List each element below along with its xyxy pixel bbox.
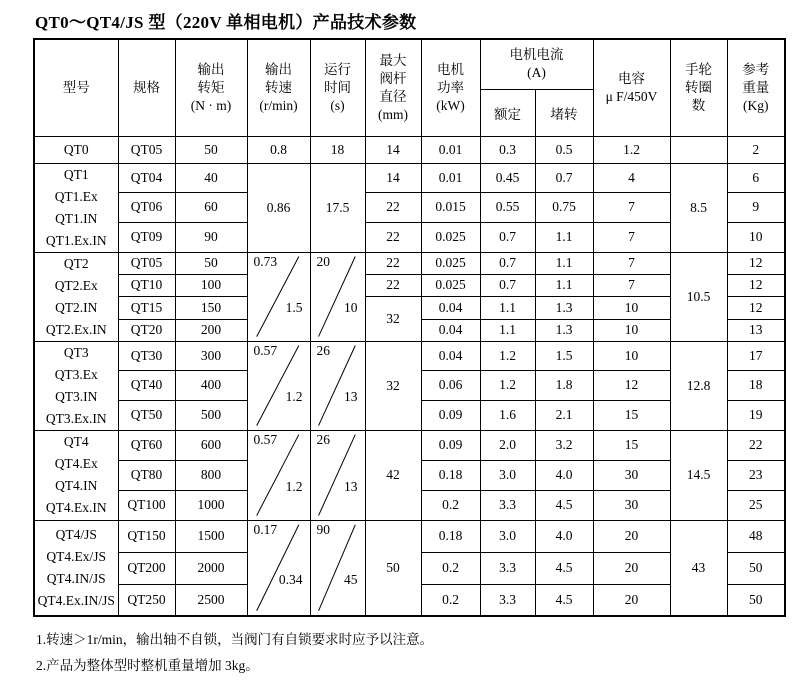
cell-spec: QT09 xyxy=(118,222,175,252)
cell-weight: 2 xyxy=(727,136,785,163)
cell-stall: 1.1 xyxy=(535,252,593,274)
header-row-1 xyxy=(34,39,785,89)
cell-diameter: 22 xyxy=(365,222,421,252)
cell-speed: 0.8 xyxy=(247,136,310,163)
header-torque: 输出 转矩 (N · m) xyxy=(175,39,247,136)
cell-stall: 3.2 xyxy=(535,430,593,460)
cell-power: 0.04 xyxy=(421,341,480,371)
page-title: QT0～QT4/JS 型（220V 单相电机）产品技术参数 xyxy=(35,13,417,32)
cell-weight: 18 xyxy=(727,371,785,401)
cell-power: 0.025 xyxy=(421,252,480,274)
cell-weight: 10 xyxy=(727,222,785,252)
cell-handwheel: 10.5 xyxy=(670,252,727,341)
cell-capacitor: 10 xyxy=(593,341,670,371)
cell-weight: 12 xyxy=(727,296,785,319)
cell-torque: 400 xyxy=(175,371,247,401)
cell-speed-bottom: 1.2 xyxy=(285,478,303,494)
cell-weight: 13 xyxy=(727,319,785,341)
cell-spec: QT15 xyxy=(118,296,175,319)
cell-capacitor: 20 xyxy=(593,584,670,616)
cell-speed-top: 0.57 xyxy=(253,431,278,447)
cell-capacitor: 7 xyxy=(593,252,670,274)
cell-time-top: 90 xyxy=(316,521,330,537)
cell-time xyxy=(310,341,365,430)
footnote-2: 2.产品为整体型时整机重量增加 3kg。 xyxy=(36,658,259,673)
cell-speed: 0.86 xyxy=(247,163,310,252)
table-row xyxy=(34,252,785,274)
cell-stall: 1.3 xyxy=(535,296,593,319)
cell-power: 0.04 xyxy=(421,319,480,341)
cell-power: 0.18 xyxy=(421,520,480,552)
cell-time xyxy=(310,430,365,520)
cell-time-bottom: 45 xyxy=(344,571,358,587)
cell-capacitor: 7 xyxy=(593,193,670,223)
cell-model: QT1 QT1.Ex QT1.IN QT1.Ex.IN xyxy=(34,163,118,252)
cell-rated: 0.3 xyxy=(480,136,535,163)
cell-torque: 1000 xyxy=(175,490,247,520)
cell-time-wrap xyxy=(311,342,365,430)
cell-power: 0.09 xyxy=(421,400,480,430)
cell-capacitor: 10 xyxy=(593,296,670,319)
header-model: 型号 xyxy=(34,39,118,136)
cell-time: 18 xyxy=(310,136,365,163)
cell-spec: QT04 xyxy=(118,163,175,193)
cell-speed-top: 0.73 xyxy=(253,253,278,269)
cell-model: QT2 QT2.Ex QT2.IN QT2.Ex.IN xyxy=(34,252,118,341)
cell-stall: 4.0 xyxy=(535,520,593,552)
cell-diameter: 42 xyxy=(365,430,421,520)
cell-capacitor: 1.2 xyxy=(593,136,670,163)
header-capacitor: 电容 μ F/450V xyxy=(593,39,670,136)
cell-rated: 0.45 xyxy=(480,163,535,193)
cell-spec: QT100 xyxy=(118,490,175,520)
cell-rated: 0.7 xyxy=(480,252,535,274)
cell-torque: 300 xyxy=(175,341,247,371)
cell-torque: 2500 xyxy=(175,584,247,616)
cell-speed xyxy=(247,252,310,341)
cell-torque: 90 xyxy=(175,222,247,252)
cell-time-top: 26 xyxy=(316,431,330,447)
cell-speed-bottom: 1.5 xyxy=(285,300,303,316)
cell-torque: 2000 xyxy=(175,552,247,584)
cell-speed-bottom: 1.2 xyxy=(285,389,303,405)
cell-model: QT0 xyxy=(34,136,118,163)
cell-weight: 9 xyxy=(727,193,785,223)
cell-rated: 2.0 xyxy=(480,430,535,460)
header-diameter: 最大 阀杆 直径 (mm) xyxy=(365,39,421,136)
cell-time-wrap xyxy=(311,253,365,341)
cell-spec: QT06 xyxy=(118,193,175,223)
table-row xyxy=(34,430,785,460)
cell-torque: 150 xyxy=(175,296,247,319)
cell-torque: 100 xyxy=(175,274,247,296)
cell-diameter: 32 xyxy=(365,296,421,341)
cell-speed xyxy=(247,520,310,616)
header-stall: 堵转 xyxy=(535,89,593,136)
cell-rated: 0.55 xyxy=(480,193,535,223)
footnotes xyxy=(36,627,433,679)
cell-stall: 0.75 xyxy=(535,193,593,223)
cell-spec: QT10 xyxy=(118,274,175,296)
table-row xyxy=(34,136,785,163)
cell-speed-top: 0.17 xyxy=(253,521,278,537)
cell-rated: 1.2 xyxy=(480,371,535,401)
header-rated: 额定 xyxy=(480,89,535,136)
cell-rated: 1.2 xyxy=(480,341,535,371)
cell-speed-top: 0.57 xyxy=(253,342,278,358)
cell-capacitor: 15 xyxy=(593,400,670,430)
cell-power: 0.2 xyxy=(421,584,480,616)
cell-stall: 0.5 xyxy=(535,136,593,163)
cell-torque: 800 xyxy=(175,460,247,490)
cell-torque: 500 xyxy=(175,400,247,430)
cell-speed xyxy=(247,341,310,430)
cell-rated: 1.6 xyxy=(480,400,535,430)
cell-stall: 1.1 xyxy=(535,222,593,252)
header-time: 运行 时间 (s) xyxy=(310,39,365,136)
cell-rated: 3.3 xyxy=(480,490,535,520)
cell-capacitor: 12 xyxy=(593,371,670,401)
cell-stall: 2.1 xyxy=(535,400,593,430)
cell-capacitor: 30 xyxy=(593,460,670,490)
cell-weight: 48 xyxy=(727,520,785,552)
cell-speed-wrap xyxy=(248,253,310,341)
cell-torque: 60 xyxy=(175,193,247,223)
header-spec: 规格 xyxy=(118,39,175,136)
cell-capacitor: 7 xyxy=(593,274,670,296)
cell-spec: QT150 xyxy=(118,520,175,552)
table-row xyxy=(34,341,785,371)
cell-diameter: 32 xyxy=(365,341,421,430)
cell-diameter: 50 xyxy=(365,520,421,616)
cell-model: QT4 QT4.Ex QT4.IN QT4.Ex.IN xyxy=(34,430,118,520)
header-speed: 输出 转速 (r/min) xyxy=(247,39,310,136)
cell-power: 0.09 xyxy=(421,430,480,460)
cell-rated: 3.0 xyxy=(480,520,535,552)
cell-weight: 50 xyxy=(727,552,785,584)
cell-rated: 1.1 xyxy=(480,296,535,319)
cell-capacitor: 15 xyxy=(593,430,670,460)
header-handwheel: 手轮 转圈 数 xyxy=(670,39,727,136)
cell-diameter: 22 xyxy=(365,274,421,296)
header-power: 电机 功率 (kW) xyxy=(421,39,480,136)
cell-spec: QT60 xyxy=(118,430,175,460)
cell-spec: QT40 xyxy=(118,371,175,401)
cell-power: 0.025 xyxy=(421,222,480,252)
cell-weight: 17 xyxy=(727,341,785,371)
cell-power: 0.01 xyxy=(421,163,480,193)
cell-weight: 23 xyxy=(727,460,785,490)
cell-rated: 1.1 xyxy=(480,319,535,341)
cell-power: 0.04 xyxy=(421,296,480,319)
cell-weight: 12 xyxy=(727,274,785,296)
cell-stall: 4.5 xyxy=(535,584,593,616)
cell-stall: 1.1 xyxy=(535,274,593,296)
spec-table xyxy=(33,38,786,617)
cell-capacitor: 20 xyxy=(593,520,670,552)
cell-speed-wrap xyxy=(248,431,310,520)
cell-handwheel: 43 xyxy=(670,520,727,616)
cell-rated: 3.3 xyxy=(480,584,535,616)
cell-weight: 50 xyxy=(727,584,785,616)
cell-time xyxy=(310,520,365,616)
cell-handwheel xyxy=(670,136,727,163)
cell-weight: 19 xyxy=(727,400,785,430)
cell-time: 17.5 xyxy=(310,163,365,252)
cell-time-bottom: 13 xyxy=(344,389,358,405)
cell-rated: 0.7 xyxy=(480,274,535,296)
cell-power: 0.06 xyxy=(421,371,480,401)
cell-torque: 600 xyxy=(175,430,247,460)
cell-rated: 3.3 xyxy=(480,552,535,584)
footnote-1: 1.转速＞1r/min，输出轴不自锁，当阀门有自锁要求时应予以注意。 xyxy=(36,632,434,647)
cell-weight: 12 xyxy=(727,252,785,274)
cell-spec: QT30 xyxy=(118,341,175,371)
cell-spec: QT50 xyxy=(118,400,175,430)
cell-model: QT3 QT3.Ex QT3.IN QT3.Ex.IN xyxy=(34,341,118,430)
cell-power: 0.01 xyxy=(421,136,480,163)
cell-stall: 4.5 xyxy=(535,552,593,584)
cell-diameter: 14 xyxy=(365,163,421,193)
cell-torque: 1500 xyxy=(175,520,247,552)
cell-torque: 50 xyxy=(175,136,247,163)
header-weight: 参考 重量 (Kg) xyxy=(727,39,785,136)
cell-handwheel: 8.5 xyxy=(670,163,727,252)
cell-diameter: 14 xyxy=(365,136,421,163)
cell-spec: QT05 xyxy=(118,136,175,163)
cell-stall: 0.7 xyxy=(535,163,593,193)
cell-speed-bottom: 0.34 xyxy=(278,571,303,587)
cell-torque: 200 xyxy=(175,319,247,341)
cell-power: 0.025 xyxy=(421,274,480,296)
cell-diameter: 22 xyxy=(365,252,421,274)
cell-weight: 25 xyxy=(727,490,785,520)
header-current: 电机电流 (A) xyxy=(480,39,593,89)
cell-stall: 1.8 xyxy=(535,371,593,401)
cell-speed xyxy=(247,430,310,520)
cell-speed-wrap xyxy=(248,342,310,430)
cell-power: 0.2 xyxy=(421,490,480,520)
cell-time-top: 26 xyxy=(316,342,330,358)
cell-capacitor: 10 xyxy=(593,319,670,341)
cell-stall: 1.5 xyxy=(535,341,593,371)
cell-weight: 6 xyxy=(727,163,785,193)
cell-spec: QT80 xyxy=(118,460,175,490)
cell-rated: 0.7 xyxy=(480,222,535,252)
cell-capacitor: 4 xyxy=(593,163,670,193)
cell-spec: QT200 xyxy=(118,552,175,584)
cell-power: 0.015 xyxy=(421,193,480,223)
cell-stall: 4.5 xyxy=(535,490,593,520)
cell-time-wrap xyxy=(311,521,365,616)
cell-capacitor: 30 xyxy=(593,490,670,520)
cell-diameter: 22 xyxy=(365,193,421,223)
cell-rated: 3.0 xyxy=(480,460,535,490)
cell-spec: QT20 xyxy=(118,319,175,341)
cell-torque: 40 xyxy=(175,163,247,193)
cell-handwheel: 12.8 xyxy=(670,341,727,430)
cell-stall: 1.3 xyxy=(535,319,593,341)
cell-power: 0.18 xyxy=(421,460,480,490)
cell-handwheel: 14.5 xyxy=(670,430,727,520)
cell-speed-wrap xyxy=(248,521,310,616)
cell-capacitor: 7 xyxy=(593,222,670,252)
cell-time-top: 20 xyxy=(316,253,330,269)
cell-stall: 4.0 xyxy=(535,460,593,490)
table-row xyxy=(34,520,785,552)
cell-time-bottom: 13 xyxy=(344,478,358,494)
cell-time-wrap xyxy=(311,431,365,520)
cell-spec: QT05 xyxy=(118,252,175,274)
table-row xyxy=(34,163,785,193)
cell-capacitor: 20 xyxy=(593,552,670,584)
cell-time xyxy=(310,252,365,341)
cell-time-bottom: 10 xyxy=(344,300,358,316)
cell-model: QT4/JS QT4.Ex/JS QT4.IN/JS QT4.Ex.IN/JS xyxy=(34,520,118,616)
cell-torque: 50 xyxy=(175,252,247,274)
cell-weight: 22 xyxy=(727,430,785,460)
cell-power: 0.2 xyxy=(421,552,480,584)
cell-spec: QT250 xyxy=(118,584,175,616)
